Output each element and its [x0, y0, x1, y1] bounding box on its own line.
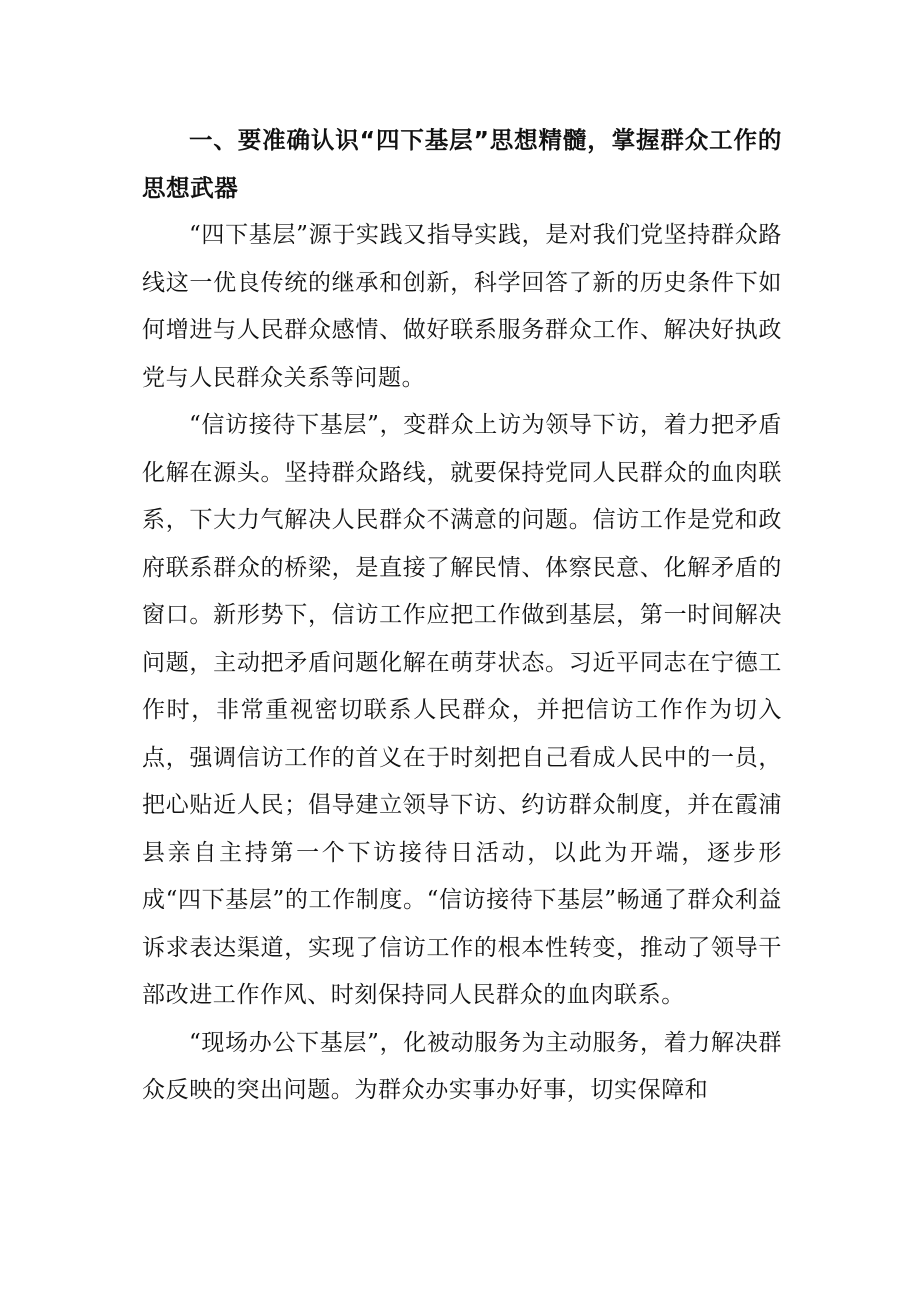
paragraph-si-xia-ji-ceng-intro: “四下基层”源于实践又指导实践，是对我们党坚持群众路线这一优良传统的继承和创新，科学回答了新的历史条件下如何增进与人民群众感情、做好联系服务群众工作、解决好执政党与人民群众关系等问题。 — [142, 222, 782, 391]
section-heading: 一、要准确认识“四下基层”思想精髓，掌握群众工作的思想武器 — [142, 126, 782, 202]
document-body — [142, 117, 782, 1115]
paragraph-xian-chang-ban-gong: “现场办公下基层”，化被动服务为主动服务，着力解决群众反映的突出问题。为群众办实事办好事，切实保障和 — [142, 1029, 782, 1103]
paragraph-xin-fang-jie-dai: “信访接待下基层”，变群众上访为领导下访，着力把矛盾化解在源头。坚持群众路线，就要保持党同人民群众的血肉联系，下大力气解决人民群众不满意的问题。信访工作是党和政府联系群众的桥梁，是直接了解民情、体察民意、化解矛盾的窗口。新形势下，信访工作应把工作做到基层，第一时间解决问题，主动把矛盾问题化解在萌芽状态。习近平同志在宁德工作时，非常重视密切联系人民群众，并把信访工作作为切入点，强调信访工作的首义在于时刻把自己看成人民中的一员，把心贴近人民；倡导建立领导下访、约访群众制度，并在霞浦县亲自主持第一个下访接待日活动，以此为开端，逐步形成“四下基层”的工作制度。“信访接待下基层”畅通了群众利益诉求表达渠道，实现了信访工作的根本性转变，推动了领导干部改进工作作风、时刻保持同人民群众的血肉联系。 — [142, 412, 782, 1008]
